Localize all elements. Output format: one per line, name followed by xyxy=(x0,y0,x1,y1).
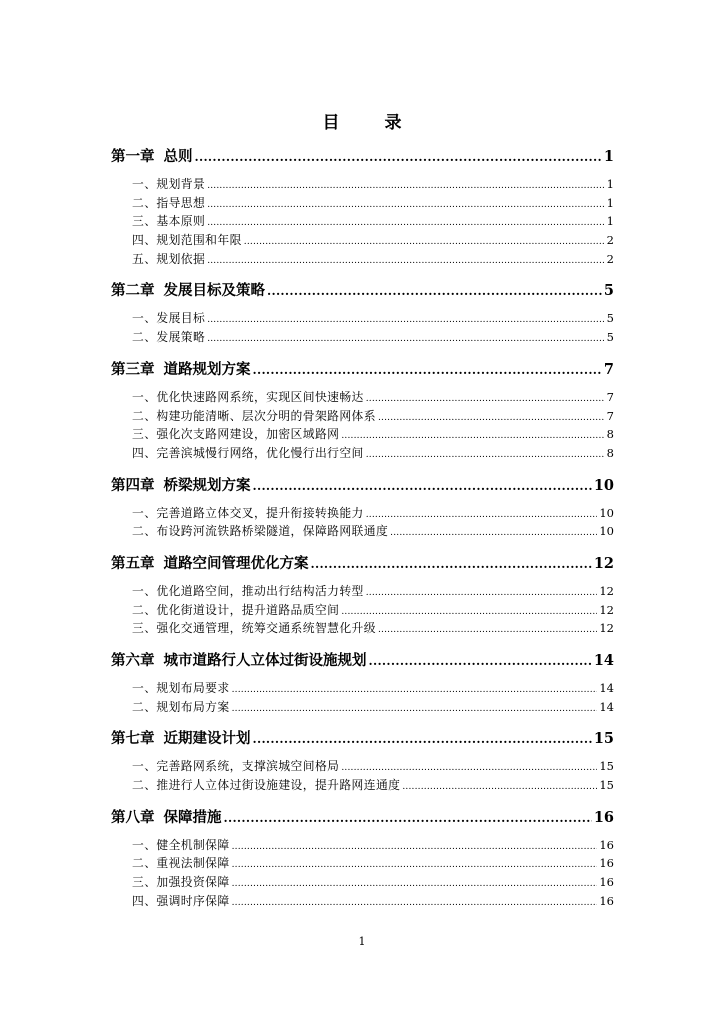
toc-chapter-group xyxy=(111,145,614,268)
toc-section-entry[interactable] xyxy=(111,776,614,795)
section-page-number: 5 xyxy=(606,330,614,345)
toc-section-entry[interactable] xyxy=(111,175,614,194)
toc-section-entry[interactable] xyxy=(111,250,614,269)
chapter-title: 桥梁规划方案 xyxy=(163,477,251,494)
leader-dots xyxy=(253,479,592,493)
leader-dots xyxy=(253,732,592,746)
chapter-page-number: 16 xyxy=(593,808,614,826)
toc-chapter-group xyxy=(111,727,614,794)
section-title: 二、布设跨河流铁路桥梁隧道，保障路网联通度 xyxy=(132,524,389,539)
chapter-heading xyxy=(111,279,265,300)
chapter-heading xyxy=(111,358,251,379)
chapter-page-number: 14 xyxy=(593,652,614,669)
toc-section-entry[interactable] xyxy=(111,757,614,776)
toc-chapter-entry[interactable] xyxy=(111,552,614,576)
section-page-number: 7 xyxy=(606,389,614,404)
section-title: 四、强调时序保障 xyxy=(132,893,230,908)
section-page-number: 12 xyxy=(599,621,614,636)
section-title: 二、指导思想 xyxy=(132,195,206,210)
chapter-heading xyxy=(111,474,251,495)
section-page-number: 8 xyxy=(606,427,614,442)
section-page-number: 15 xyxy=(599,759,614,774)
section-page-number: 16 xyxy=(599,875,614,890)
chapter-title: 总则 xyxy=(163,149,193,165)
leader-dots xyxy=(224,811,592,825)
chapter-number: 第七章 xyxy=(111,731,155,748)
chapter-page-number: 5 xyxy=(603,282,614,300)
section-title: 三、基本原则 xyxy=(132,214,206,229)
toc-chapter-group xyxy=(111,649,614,716)
leader-dots xyxy=(366,588,598,598)
toc-chapter-group xyxy=(111,474,614,541)
chapter-title: 城市道路行人立体过街设施规划 xyxy=(163,653,367,669)
toc-section-entry[interactable] xyxy=(111,328,614,347)
section-title: 一、健全机制保障 xyxy=(132,837,230,852)
leader-dots xyxy=(232,685,598,695)
leader-dots xyxy=(390,528,597,538)
table-of-contents xyxy=(111,145,614,922)
section-page-number: 7 xyxy=(606,408,614,423)
leader-dots xyxy=(195,150,602,164)
leader-dots xyxy=(267,284,602,298)
section-page-number: 16 xyxy=(599,893,614,908)
chapter-number: 第六章 xyxy=(111,653,155,669)
toc-chapter-group xyxy=(111,279,614,346)
toc-section-entry[interactable] xyxy=(111,444,614,463)
section-page-number: 12 xyxy=(599,583,614,598)
section-title: 一、完善道路立体交叉，提升衔接转换能力 xyxy=(132,505,364,520)
toc-title: 目 录 xyxy=(322,113,416,133)
toc-section-entry[interactable] xyxy=(111,698,614,717)
chapter-number: 第一章 xyxy=(111,149,155,165)
section-title: 一、发展目标 xyxy=(132,311,206,326)
toc-section-list xyxy=(111,504,614,541)
section-page-number: 1 xyxy=(606,195,614,210)
leader-dots xyxy=(232,898,598,908)
section-page-number: 1 xyxy=(606,177,614,191)
chapter-title: 保障措施 xyxy=(163,809,222,826)
leader-dots xyxy=(244,237,605,247)
toc-chapter-group xyxy=(111,358,614,463)
section-title: 四、规划范围和年限 xyxy=(132,233,242,248)
section-title: 二、推进行人立体过街设施建设，提升路网连通度 xyxy=(132,778,401,793)
section-page-number: 2 xyxy=(606,233,614,248)
section-title: 一、优化快速路网系统，实现区间快速畅达 xyxy=(132,389,364,404)
leader-dots xyxy=(369,654,592,668)
section-title: 二、规划布局方案 xyxy=(132,699,230,714)
chapter-page-number: 10 xyxy=(593,476,614,494)
section-page-number: 8 xyxy=(606,445,614,460)
section-title: 一、规划布局要求 xyxy=(132,681,230,695)
chapter-title: 近期建设计划 xyxy=(163,731,251,748)
toc-section-entry[interactable] xyxy=(111,836,614,855)
section-page-number: 16 xyxy=(599,856,614,871)
chapter-number: 第二章 xyxy=(111,283,155,300)
section-title: 一、完善路网系统，支撑滨城空间格局 xyxy=(132,759,340,774)
section-title: 四、完善滨城慢行网络，优化慢行出行空间 xyxy=(132,445,364,460)
leader-dots xyxy=(378,625,597,635)
section-page-number: 2 xyxy=(606,251,614,266)
chapter-number: 第五章 xyxy=(111,555,155,572)
toc-chapter-entry[interactable] xyxy=(111,649,614,673)
toc-section-list xyxy=(111,757,614,794)
leader-dots xyxy=(366,394,605,404)
toc-section-entry[interactable] xyxy=(111,309,614,328)
section-page-number: 5 xyxy=(606,311,614,326)
section-title: 五、规划依据 xyxy=(132,251,206,266)
leader-dots xyxy=(232,860,598,870)
chapter-heading xyxy=(111,649,367,670)
chapter-number: 第三章 xyxy=(111,361,155,378)
toc-section-entry[interactable] xyxy=(111,873,614,892)
toc-section-entry[interactable] xyxy=(111,582,614,601)
leader-dots xyxy=(207,315,604,325)
section-title: 二、构建功能清晰、层次分明的骨架路网体系 xyxy=(132,408,376,423)
chapter-title: 发展目标及策略 xyxy=(163,283,265,300)
toc-chapter-entry[interactable] xyxy=(111,474,614,498)
section-title: 二、优化街道设计，提升道路品质空间 xyxy=(132,602,340,617)
leader-dots xyxy=(232,879,598,889)
leader-dots xyxy=(366,510,598,520)
toc-section-entry[interactable] xyxy=(111,231,614,250)
leader-dots xyxy=(341,607,597,617)
section-title: 二、重视法制保障 xyxy=(132,856,230,871)
page-number: 1 xyxy=(358,935,366,948)
leader-dots xyxy=(207,200,604,210)
chapter-title: 道路空间管理优化方案 xyxy=(163,555,309,572)
section-page-number: 10 xyxy=(599,524,614,539)
toc-section-entry[interactable] xyxy=(111,854,614,873)
section-page-number: 14 xyxy=(599,681,614,695)
toc-section-entry[interactable] xyxy=(111,388,614,407)
chapter-heading xyxy=(111,727,251,748)
toc-chapter-entry[interactable] xyxy=(111,806,614,830)
chapter-heading xyxy=(111,145,193,166)
toc-section-entry[interactable] xyxy=(111,522,614,541)
leader-dots xyxy=(378,413,605,423)
toc-section-list xyxy=(111,175,614,268)
leader-dots xyxy=(207,181,604,191)
leader-dots xyxy=(402,782,597,792)
section-page-number: 15 xyxy=(599,778,614,793)
leader-dots xyxy=(366,450,605,460)
leader-dots xyxy=(232,842,598,852)
toc-chapter-group xyxy=(111,552,614,638)
leader-dots xyxy=(311,557,592,571)
toc-section-entry[interactable] xyxy=(111,679,614,698)
chapter-page-number: 1 xyxy=(603,148,614,165)
toc-section-entry[interactable] xyxy=(111,504,614,523)
chapter-number: 第四章 xyxy=(111,477,155,494)
toc-chapter-entry[interactable] xyxy=(111,145,614,169)
toc-chapter-entry[interactable] xyxy=(111,279,614,303)
toc-section-entry[interactable] xyxy=(111,407,614,426)
section-title: 二、发展策略 xyxy=(132,330,206,345)
section-title: 一、规划背景 xyxy=(132,177,206,191)
leader-dots xyxy=(341,431,604,441)
toc-section-entry[interactable] xyxy=(111,892,614,911)
toc-section-entry[interactable] xyxy=(111,601,614,620)
section-title: 一、优化道路空间，推动出行结构活力转型 xyxy=(132,583,364,598)
chapter-page-number: 7 xyxy=(603,360,614,378)
section-title: 三、强化次支路网建设，加密区域路网 xyxy=(132,427,340,442)
section-page-number: 10 xyxy=(599,505,614,520)
toc-chapter-group xyxy=(111,806,614,911)
toc-section-list xyxy=(111,388,614,463)
toc-section-list xyxy=(111,679,614,716)
toc-chapter-entry[interactable] xyxy=(111,358,614,382)
section-page-number: 14 xyxy=(599,699,614,714)
chapter-heading xyxy=(111,552,309,573)
leader-dots xyxy=(207,218,604,228)
section-page-number: 12 xyxy=(599,602,614,617)
leader-dots xyxy=(253,363,602,377)
toc-section-list xyxy=(111,309,614,346)
section-title: 三、加强投资保障 xyxy=(132,875,230,890)
leader-dots xyxy=(207,256,604,266)
chapter-page-number: 15 xyxy=(593,730,614,748)
section-title: 三、强化交通管理，统筹交通系统智慧化升级 xyxy=(132,621,376,636)
chapter-number: 第八章 xyxy=(111,809,155,826)
section-page-number: 16 xyxy=(599,837,614,852)
chapter-page-number: 12 xyxy=(593,554,614,572)
toc-section-entry[interactable] xyxy=(111,619,614,638)
toc-section-list xyxy=(111,582,614,638)
section-page-number: 1 xyxy=(606,214,614,229)
leader-dots xyxy=(232,704,598,714)
leader-dots xyxy=(341,763,597,773)
toc-section-list xyxy=(111,836,614,911)
leader-dots xyxy=(207,334,604,344)
toc-section-entry[interactable] xyxy=(111,212,614,231)
chapter-title: 道路规划方案 xyxy=(163,361,251,378)
chapter-heading xyxy=(111,806,222,827)
toc-chapter-entry[interactable] xyxy=(111,727,614,751)
toc-section-entry[interactable] xyxy=(111,425,614,444)
toc-section-entry[interactable] xyxy=(111,194,614,213)
